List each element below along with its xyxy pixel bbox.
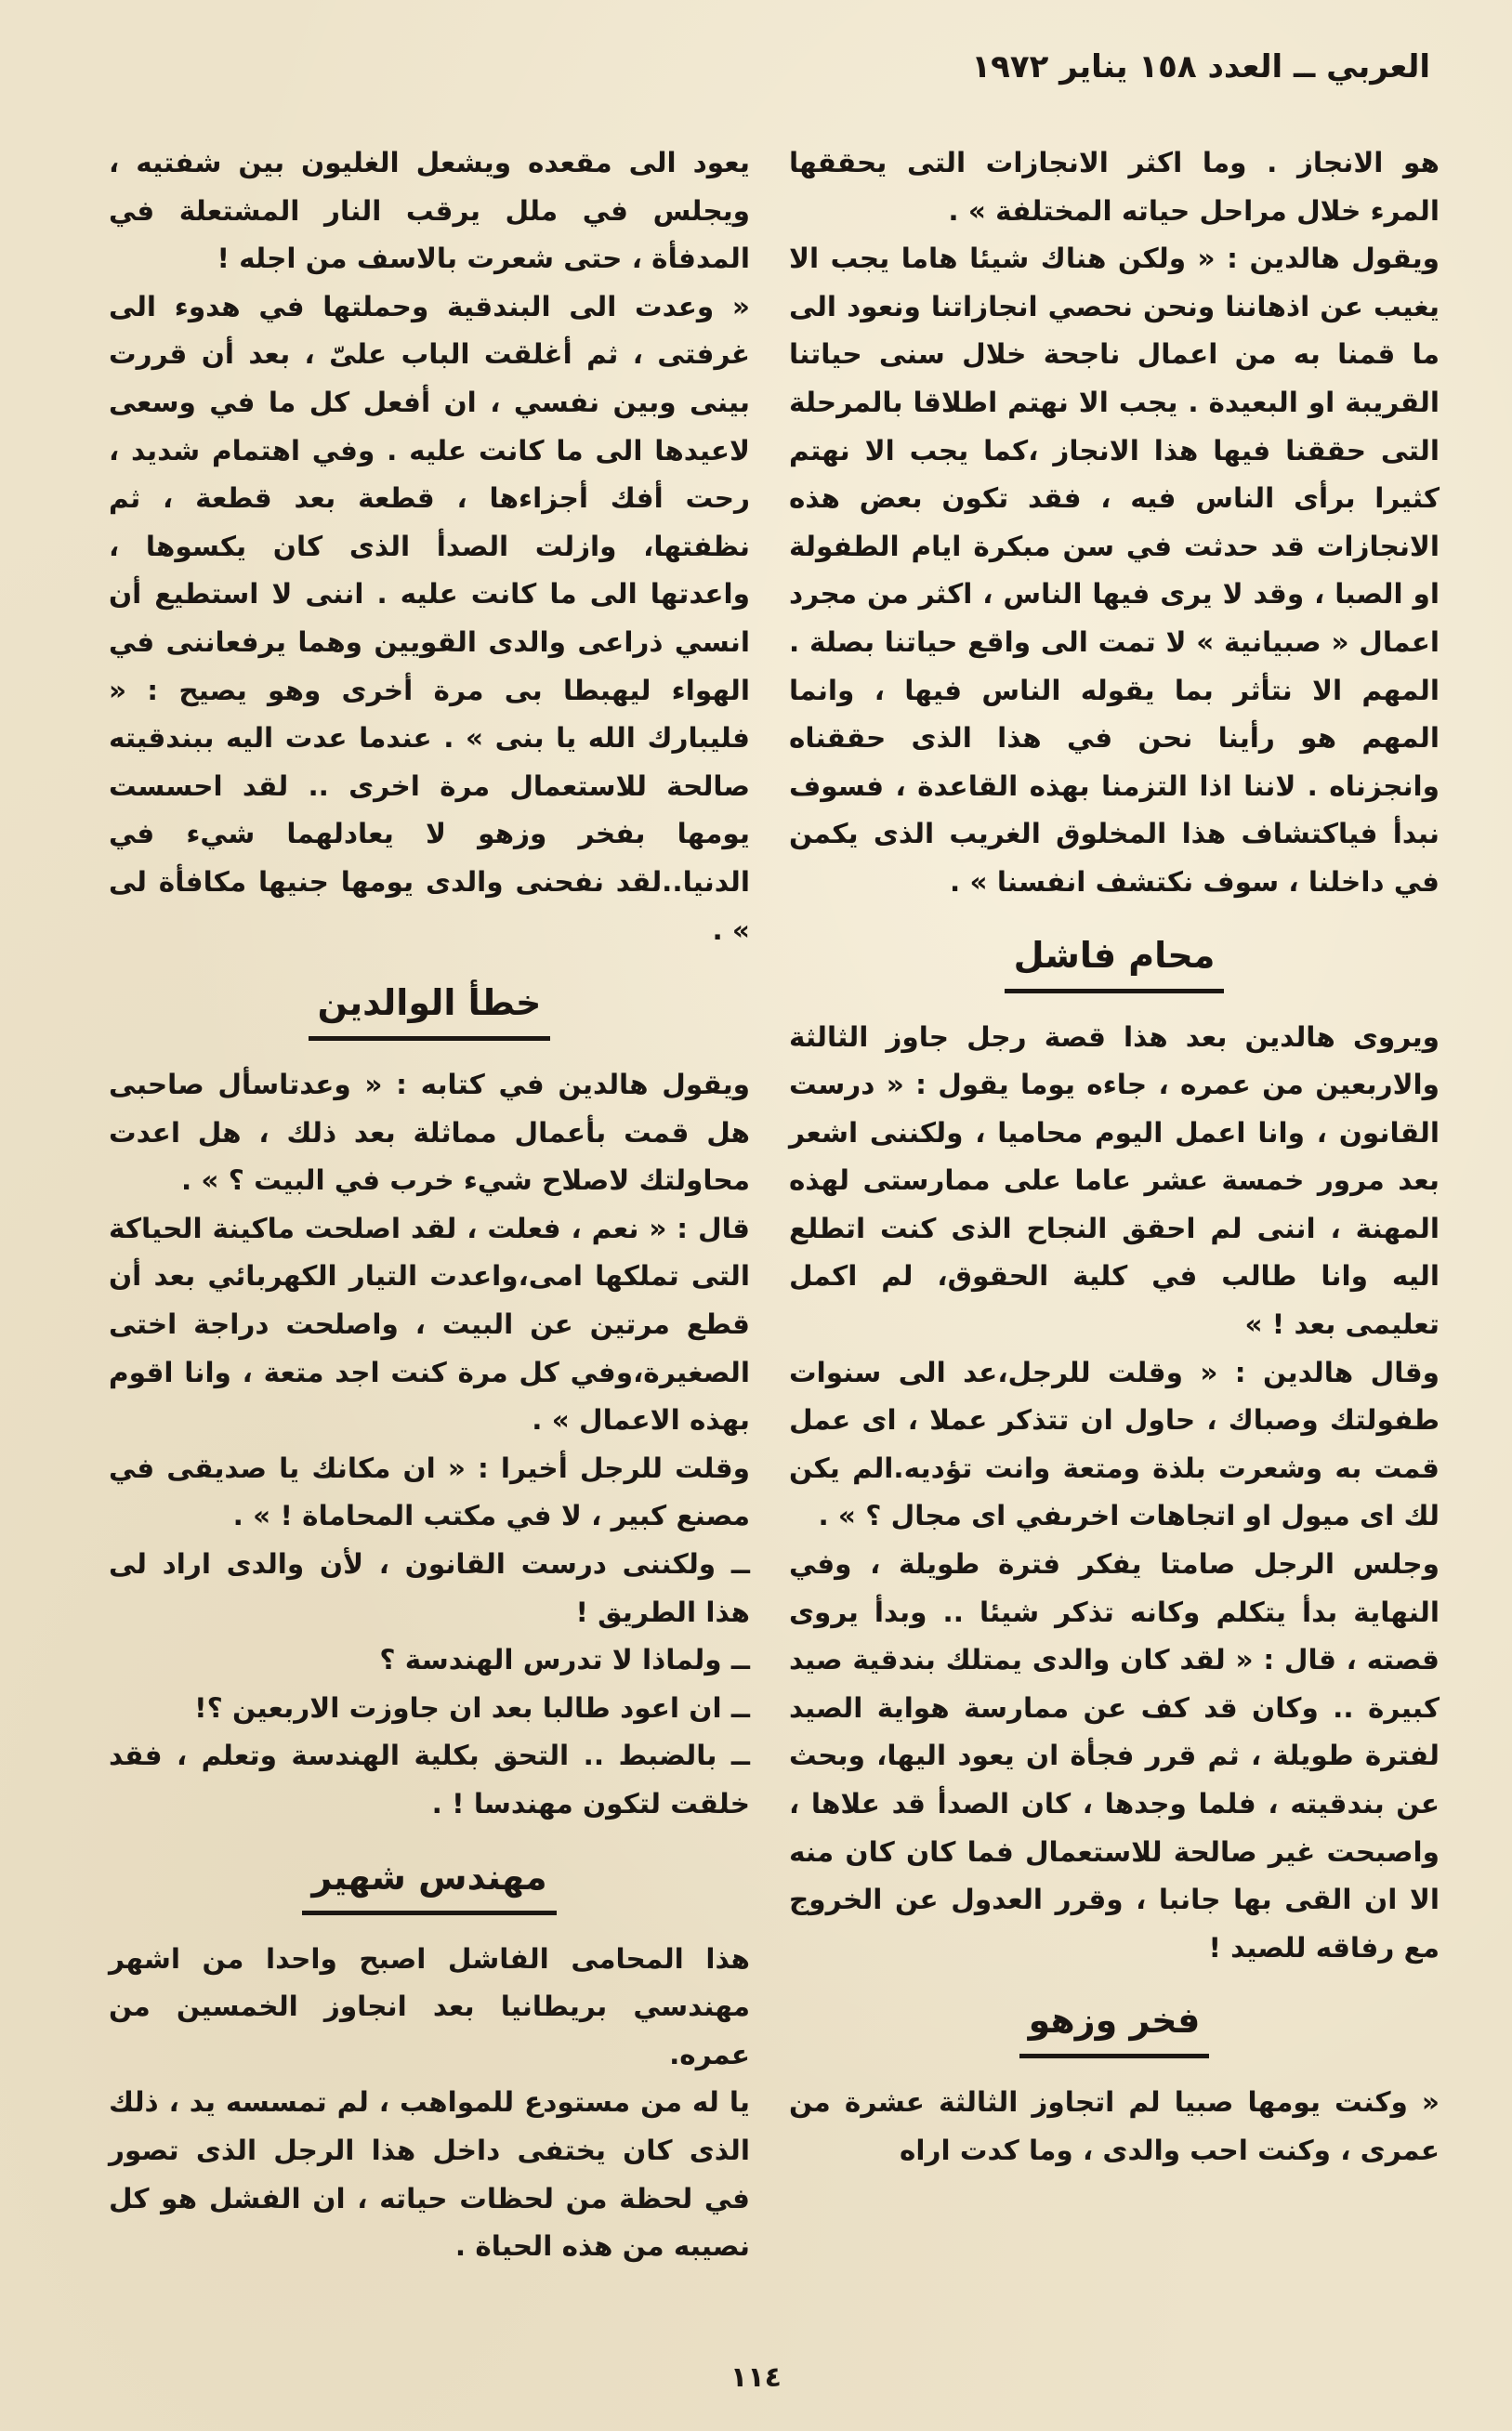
paragraph: قال : « نعم ، فعلت ، لقد اصلحت ماكينة الحياكة التى تملكها امى،واعدت التيار الكهربائي بعد أن قطع مرتين عن البيت ، واصلحت دراجة اختى الصغيرة،وفي كل مرة كنت اجد متعة ، وانا اقوم بهذه الاعمال » . [109,1212,750,1437]
paragraph: « وكنت يومها صبيا لم اتجاوز الثالثة عشرة من عمرى ، وكنت احب والدى ، وما كدت اراه [789,2086,1440,2166]
paragraph: ويروى هالدين بعد هذا قصة رجل جاوز الثالثة والاربعين من عمره ، جاءه يوما يقول : « درست القانون ، وانا اعمل اليوم محاميا ، ولكننى اشعر بعد مرور خمسة عشر عاما على ممارستى لهذه المهنة ، اننى لم احقق النجاح الذى كنت اتطلع اليه وانا طالب في كلية الحقوق، لم اكمل تعليمى بعد ! » [789,1020,1440,1341]
left-column [109,139,750,2271]
paragraph: يا له من مستودع للمواهب ، لم تمسسه يد ، ذلك الذى كان يختفى داخل هذا الرجل الذى تصور في لحظة من لحظات حياته ، ان الفشل هو كل نصيبه من هذه الحياة . [109,2086,750,2263]
section-heading-wrap [109,977,750,1041]
dialogue-line: ــ ان اعود طالبا بعد ان جاوزت الاربعين ؟! [194,1691,750,1724]
running-header: العربي ــ العدد ١٥٨ يناير ١٩٧٢ [971,48,1430,85]
paragraph: ويقول هالدين في كتابه : « وعدتاسأل صاحبى هل قمت بأعمال مماثلة بعد ذلك ، هل اعدت محاولتك لاصلاح شيء خرب في البيت ؟ » . [109,1069,750,1197]
paragraph: هذا المحامى الفاشل اصبح واحدا من اشهر مهندسي بريطانيا بعد انجاوز الخمسين من عمره. [109,1942,750,2070]
right-column [789,139,1440,2175]
dialogue-line: ــ ولكننى درست القانون ، لأن والدى اراد لى هذا الطريق ! [109,1548,750,1628]
section-heading-failed-lawyer: محام فاشل [1005,929,1225,993]
paragraph: وجلس الرجل صامتا يفكر فترة طويلة ، وفي النهاية بدأ يتكلم وكانه تذكر شيئا .. وبدأ يروى قصته ، قال : « لقد كان والدى يمتلك بندقية صيد كبيرة .. وكان قد كف عن ممارسة هواية الصيد لفترة طويلة ، ثم قرر فجأة ان يعود اليها، وبحث عن بندقيته ، فلما وجدها ، كان الصدأ قد علاها ، واصبحت غير صالحة للاستعمال فما كان كان منه الا ان القى بها جانبا ، وقرر العدول عن الخروج مع رفاقه للصيد ! [789,1548,1440,1964]
paragraph: « وعدت الى البندقية وحملتها في هدوء الى غرفتى ، ثم أغلقت الباب علىّ ، بعد أن قررت بينى وبين نفسي ، ان أفعل كل ما في وسعى لاعيدها الى ما كانت عليه . وفي اهتمام شديد ، رحت أفك أجزاءها ، قطعة بعد قطعة ، ثم نظفتها، وازلت الصدأ الذى كان يكسوها ، واعدتها الى ما كانت عليه . اننى لا استطيع أن انسي ذراعى والدى القويين وهما يرفعاننى في الهواء ليهبطا بى مرة أخرى وهو يصيح : « فليبارك الله يا بنى » . عندما عدت اليه ببندقيته صالحة للاستعمال مرة اخرى .. لقد احسست يومها بفخر وزهو لا يعادلهما شيء في الدنيا..لقد نفحنى والدى يومها جنيها مكافأة لى » . [109,290,750,946]
paragraph: وقال هالدين : « وقلت للرجل،عد الى سنوات طفولتك وصباك ، حاول ان تتذكر عملا ، اى عمل قمت به وشعرت بلذة ومتعة وانت تؤديه.الم يكن لك اى ميول او اتجاهات اخرىفي اى مجال ؟ » . [789,1356,1440,1532]
page-number: ١١٤ [730,2361,782,2394]
paragraph: يعود الى مقعده ويشعل الغليون بين شفتيه ، ويجلس في ملل يرقب النار المشتعلة في المدفأة ، حتى شعرت بالاسف من اجله ! [109,147,750,275]
section-heading-wrap [789,929,1440,993]
section-heading-pride: فخر وزهو [1019,1994,1210,2058]
dialogue-line: ــ بالضبط .. التحق بكلية الهندسة وتعلم ، فقد خلقت لتكون مهندسا ! . [109,1740,750,1820]
section-heading-wrap [789,1994,1440,2058]
paragraph: هو الانجاز . وما اكثر الانجازات التى يحققها المرء خلال مراحل حياته المختلفة » . [789,147,1440,227]
paragraph: ويقول هالدين : « ولكن هناك شيئا هاما يجب الا يغيب عن اذهاننا ونحن نحصي انجازاتنا ونعود الى ما قمنا به من اعمال ناجحة خلال سنى حياتنا القريبة او البعيدة . يجب الا نهتم اطلاقا بالمرحلة التى حققنا فيها هذا الانجاز ،كما يجب الا نهتم كثيرا برأى الناس فيه ، فقد تكون بعض هذه الانجازات قد حدثت في سن مبكرة ايام الطفولة او الصبا ، وقد لا يرى فيها الناس ، اكثر من مجرد اعمال « صبيانية » لا تمت الى واقع حياتنا بصلة . المهم الا نتأثر بما يقوله الناس فيها ، وانما المهم هو رأينا نحن في هذا الذى حققناه وانجزناه . لاننا اذا التزمنا بهذه القاعدة ، فسوف نبدأ فياكتشاف هذا المخلوق الغريب الذى يكمن في داخلنا ، سوف نكتشف انفسنا » . [789,243,1440,898]
section-heading-famous-engineer: مهندس شهير [302,1851,556,1915]
section-heading-parents-mistake: خطأ الوالدين [309,977,551,1041]
dialogue-line: ــ ولماذا لا تدرس الهندسة ؟ [379,1644,750,1676]
section-heading-wrap [109,1851,750,1915]
paragraph: وقلت للرجل أخيرا : « ان مكانك يا صديقى في مصنع كبير ، لا في مكتب المحاماة ! » . [109,1452,750,1532]
